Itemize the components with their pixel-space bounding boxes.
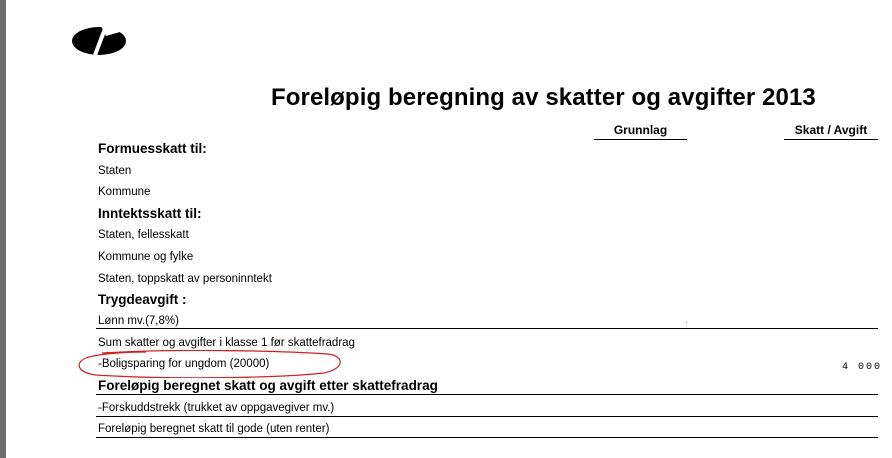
row-lonn: Lønn mv.(7,8%) bbox=[98, 315, 179, 327]
row-kommune-og-fylke: Kommune og fylke bbox=[98, 251, 194, 263]
divider-line bbox=[96, 328, 878, 329]
heading-etter-skattefradrag: Foreløpig beregnet skatt og avgift etter skattefradrag bbox=[98, 378, 438, 393]
row-staten-fellesskatt: Staten, fellesskatt bbox=[98, 229, 189, 241]
dot-mark bbox=[686, 322, 687, 323]
row-til-gode: Foreløpig beregnet skatt til gode (uten renter) bbox=[98, 423, 330, 435]
column-header-skatt: Skatt / Avgift bbox=[784, 123, 878, 140]
boligsparing-amount: 4 000 bbox=[842, 362, 883, 373]
divider-line bbox=[96, 394, 878, 395]
heading-trygdeavgift: Trygdeavgift : bbox=[98, 292, 187, 307]
annotation-ellipse bbox=[76, 350, 344, 378]
row-staten-toppskatt: Staten, toppskatt av personinntekt bbox=[98, 273, 272, 285]
divider-line bbox=[96, 416, 878, 417]
page-left-border bbox=[0, 0, 6, 458]
heading-formuesskatt: Formuesskatt til: bbox=[98, 141, 207, 156]
row-boligsparing: -Boligsparing for ungdom (20000) bbox=[98, 358, 270, 370]
row-sum-skatter: Sum skatter og avgifter i klasse 1 før skattefradrag bbox=[98, 337, 355, 349]
row-forskuddstrekk: -Forskuddstrekk (trukket av oppgavegiver mv.) bbox=[98, 402, 335, 414]
row-staten: Staten bbox=[98, 165, 132, 177]
page-title: Foreløpig beregning av skatter og avgifter 2013 bbox=[271, 84, 816, 111]
divider-line bbox=[96, 437, 878, 438]
column-header-grunnlag: Grunnlag bbox=[594, 123, 687, 140]
heading-inntektsskatt: Inntektsskatt til: bbox=[98, 206, 202, 221]
logo-icon bbox=[70, 22, 128, 58]
row-kommune: Kommune bbox=[98, 186, 151, 198]
